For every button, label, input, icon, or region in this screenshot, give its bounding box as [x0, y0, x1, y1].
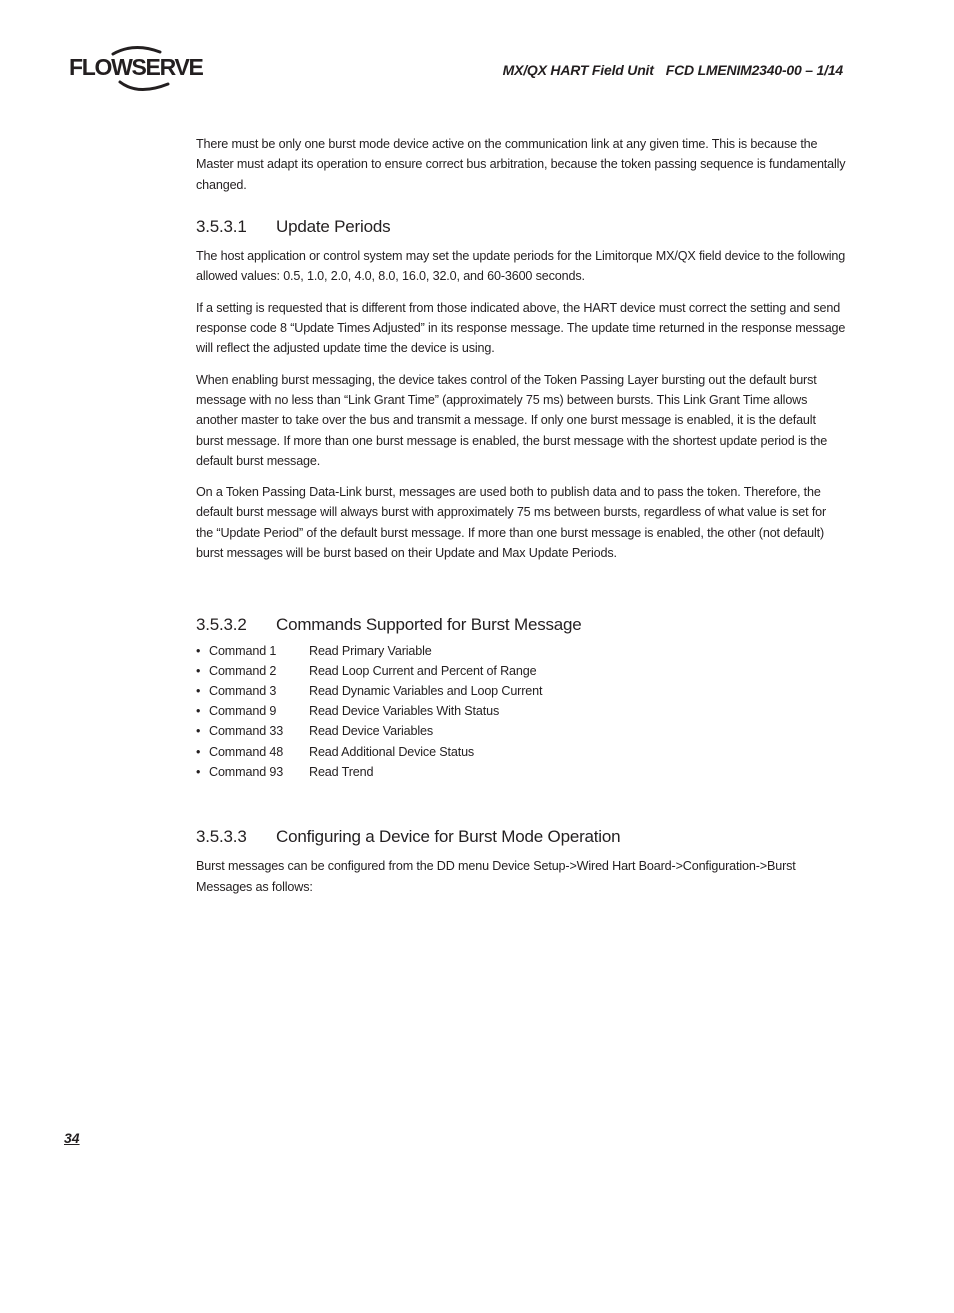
flowserve-logo	[68, 44, 206, 96]
section-title: Update Periods	[276, 216, 391, 236]
paragraph: If a setting is requested that is different from those indicated above, the HART device must correct the setting and send response code 8 “Update Times Adjusted” in its response message. The update time returned in the response message will reflect the adjusted update time the device is using.	[196, 300, 846, 356]
paragraph: Burst messages can be configured from the DD menu Device Setup->Wired Hart Board->Configuration->Burst Messages as follows:	[196, 859, 796, 894]
command-description: Read Device Variables	[309, 724, 434, 739]
list-item	[196, 641, 846, 661]
list-item	[196, 661, 846, 681]
bullet: •	[196, 764, 201, 779]
bullet: •	[196, 744, 201, 759]
paragraph: The host application or control system may set the update periods for the Limitorque MX/QX field device to the following allowed values: 0.5, 1.0, 2.0, 4.0, 8.0, 16.0, 32.0, and 60-3600 seconds.	[196, 249, 846, 284]
section-title: Commands Supported for Burst Message	[276, 615, 582, 635]
command-name: Command 2	[209, 663, 277, 678]
intro-paragraph: There must be only one burst mode device active on the communication link at any given time. This is because the Master must adapt its operation to ensure correct bus arbitration, because the token passing sequence is fundamentally changed.	[196, 137, 846, 192]
document-code: FCD LMENIM2340-00 – 1/14	[665, 62, 843, 78]
command-name: Command 9	[209, 704, 277, 719]
section-heading-configuring	[196, 827, 846, 847]
page-number: 34	[64, 1130, 80, 1146]
flowserve-logo-mark	[68, 44, 206, 96]
command-description: Read Loop Current and Percent of Range	[309, 663, 537, 678]
document-header	[503, 62, 843, 78]
list-item	[196, 681, 846, 701]
section-number: 3.5.3.3	[196, 826, 247, 846]
bullet: •	[196, 643, 201, 658]
section-number: 3.5.3.1	[196, 216, 247, 236]
list-item	[196, 742, 846, 762]
command-name: Command 3	[209, 684, 277, 699]
command-name: Command 93	[209, 764, 284, 779]
command-name: Command 33	[209, 724, 284, 739]
command-name: Command 1	[209, 643, 277, 658]
section-heading-commands	[196, 615, 846, 635]
page-content	[196, 134, 846, 908]
svg-text:FLOWSERVE: FLOWSERVE	[69, 54, 203, 80]
list-item	[196, 762, 846, 782]
bullet: •	[196, 663, 201, 678]
command-description: Read Device Variables With Status	[309, 704, 500, 719]
bullet: •	[196, 724, 201, 739]
bullet: •	[196, 684, 201, 699]
commands-list	[196, 641, 846, 782]
section-number: 3.5.3.2	[196, 615, 247, 635]
section-heading-update-periods	[196, 217, 846, 237]
bullet: •	[196, 704, 201, 719]
product-name: MX/QX HART Field Unit	[502, 62, 654, 78]
command-description: Read Primary Variable	[309, 643, 432, 658]
paragraph: When enabling burst messaging, the device takes control of the Token Passing Layer bursting out the default burst message with no less than “Link Grant Time” (approximately 75 ms) between bursts. This Link Grant Time allows another master to take over the bus and transmit a message. If only one burst message is enabled, it is the default burst message. If more than one burst message is enabled, the burst message with the shortest update period is the default burst message.	[196, 372, 828, 468]
command-name: Command 48	[209, 744, 284, 759]
command-description: Read Additional Device Status	[309, 744, 475, 759]
list-item	[196, 701, 846, 721]
paragraph: On a Token Passing Data-Link burst, messages are used both to publish data and to pass the token. Therefore, the default burst message will always burst with approximately 75 ms between bursts, regardless of what value is set for the “Update Period” of the default burst message. If more than one burst message is enabled, the other (not default) burst messages will be burst based on their Update and Max Update Periods.	[196, 485, 827, 561]
list-item	[196, 721, 846, 741]
section-title: Configuring a Device for Burst Mode Operation	[276, 826, 621, 846]
command-description: Read Trend	[309, 764, 374, 779]
command-description: Read Dynamic Variables and Loop Current	[309, 684, 543, 699]
